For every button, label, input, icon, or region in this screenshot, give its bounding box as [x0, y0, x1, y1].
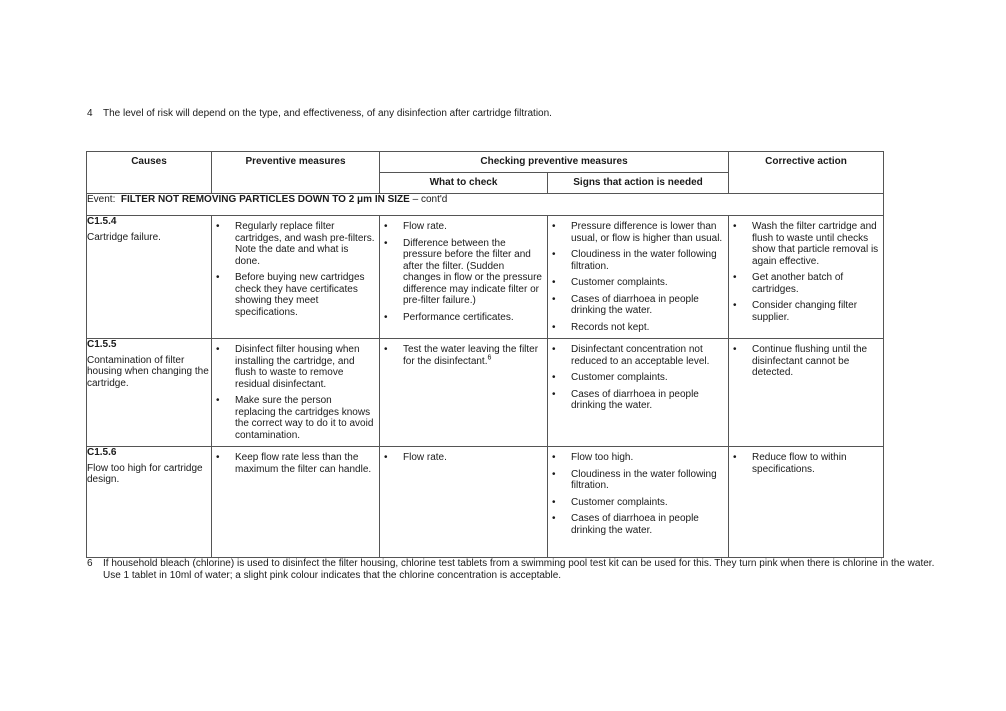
corrective-cell — [729, 216, 884, 339]
footnote-line-2: Use 1 tablet in 10ml of water; a slight pink colour indicates that the chlorine concentration is acceptable. — [103, 569, 562, 581]
list-item: • Disinfectant concentration not reduced to an acceptable level. — [552, 344, 724, 367]
list-item: • Keep flow rate less than the maximum the filter can handle. — [216, 452, 375, 475]
event-title: FILTER NOT REMOVING PARTICLES DOWN TO 2 μm IN SIZE — [120, 194, 410, 205]
list-item: • Customer complaints. — [552, 277, 724, 289]
cause-code: C1.5.5 — [87, 339, 117, 350]
footnote-reference: 6 — [487, 354, 492, 362]
table-row — [87, 216, 884, 339]
list-item: • Regularly replace filter cartridges, and wash pre-filters. Note the date and what is done. — [216, 221, 375, 267]
what-to-check-cell — [380, 339, 548, 447]
list-item — [384, 344, 543, 367]
footnote-text: The level of risk will depend on the type, and effectiveness, of any disinfection after cartridge filtration. — [103, 108, 552, 119]
cause-cell — [87, 447, 212, 558]
cause-code: C1.5.4 — [87, 216, 117, 227]
corrective-cell — [729, 447, 884, 558]
cause-cell — [87, 339, 212, 447]
event-suffix: – cont'd — [409, 194, 448, 205]
list-item: • Customer complaints. — [552, 497, 724, 509]
cause-description: Cartridge failure. — [87, 231, 161, 243]
footnote-number: 4 — [87, 108, 93, 119]
list-item: • Cloudiness in the water following filtration. — [552, 469, 724, 492]
list-item-text: Test the water leaving the filter for the disinfectant. — [403, 344, 539, 367]
footnote-line-1: If household bleach (chlorine) is used to disinfect the filter housing, chlorine test tablets from a swimming pool test kit can be used for this. They turn pink when there is chlorine in the water. — [103, 558, 935, 569]
header-signs-action-needed: Signs that action is needed — [548, 173, 729, 194]
header-causes: Causes — [87, 152, 212, 194]
preventive-cell — [212, 447, 380, 558]
list-item: • Pressure difference is lower than usual, or flow is higher than usual. — [552, 221, 724, 244]
list-item: • Reduce flow to within specifications. — [733, 452, 879, 475]
corrective-cell — [729, 339, 884, 447]
table-row — [87, 447, 884, 558]
list-item: • Wash the filter cartridge and flush to waste until checks show that particle removal is again effective. — [733, 221, 879, 267]
signs-cell — [548, 339, 729, 447]
list-item: • Cases of diarrhoea in people drinking the water. — [552, 513, 724, 536]
list-item: • Flow rate. — [384, 221, 543, 233]
list-item: • Customer complaints. — [552, 372, 724, 384]
list-item: • Flow rate. — [384, 452, 543, 464]
list-item: • Continue flushing until the disinfectant cannot be detected. — [733, 344, 879, 379]
cause-description: Flow too high for cartridge design. — [87, 462, 203, 485]
list-item: • Cases of diarrhoea in people drinking the water. — [552, 294, 724, 317]
header-preventive-measures: Preventive measures — [212, 152, 380, 194]
cause-code: C1.5.6 — [87, 447, 117, 458]
what-to-check-cell — [380, 216, 548, 339]
what-to-check-cell — [380, 447, 548, 558]
list-item: • Before buying new cartridges check they have certificates showing they meet specifications. — [216, 272, 375, 318]
signs-cell — [548, 447, 729, 558]
event-row — [87, 194, 884, 216]
list-item: • Disinfect filter housing when installing the cartridge, and flush to waste to remove residual disinfectant. — [216, 344, 375, 390]
list-item: • Consider changing filter supplier. — [733, 300, 879, 323]
cause-cell — [87, 216, 212, 339]
list-item: • Records not kept. — [552, 322, 724, 334]
list-item: • Performance certificates. — [384, 312, 543, 324]
list-item: • Flow too high. — [552, 452, 724, 464]
footnote-text — [103, 558, 934, 581]
cause-description: Contamination of filter housing when changing the cartridge. — [87, 354, 209, 389]
list-item: • Cases of diarrhoea in people drinking the water. — [552, 389, 724, 412]
risk-table — [86, 151, 884, 558]
preventive-cell — [212, 339, 380, 447]
list-item: • Make sure the person replacing the cartridges knows the correct way to do it to avoid contamination. — [216, 395, 375, 441]
header-what-to-check: What to check — [380, 173, 548, 194]
header-checking-preventive-measures: Checking preventive measures — [380, 152, 729, 173]
header-corrective-action: Corrective action — [729, 152, 884, 194]
footnote-number: 6 — [87, 558, 93, 569]
list-item: • Get another batch of cartridges. — [733, 272, 879, 295]
signs-cell — [548, 216, 729, 339]
list-item: • Difference between the pressure before the filter and after the filter. (Sudden changes in flow or the pressure difference may indicate filter or pre-filter failure.) — [384, 238, 543, 307]
preventive-cell — [212, 216, 380, 339]
table-row — [87, 339, 884, 447]
event-label: Event: — [87, 194, 116, 205]
list-item: • Cloudiness in the water following filtration. — [552, 249, 724, 272]
